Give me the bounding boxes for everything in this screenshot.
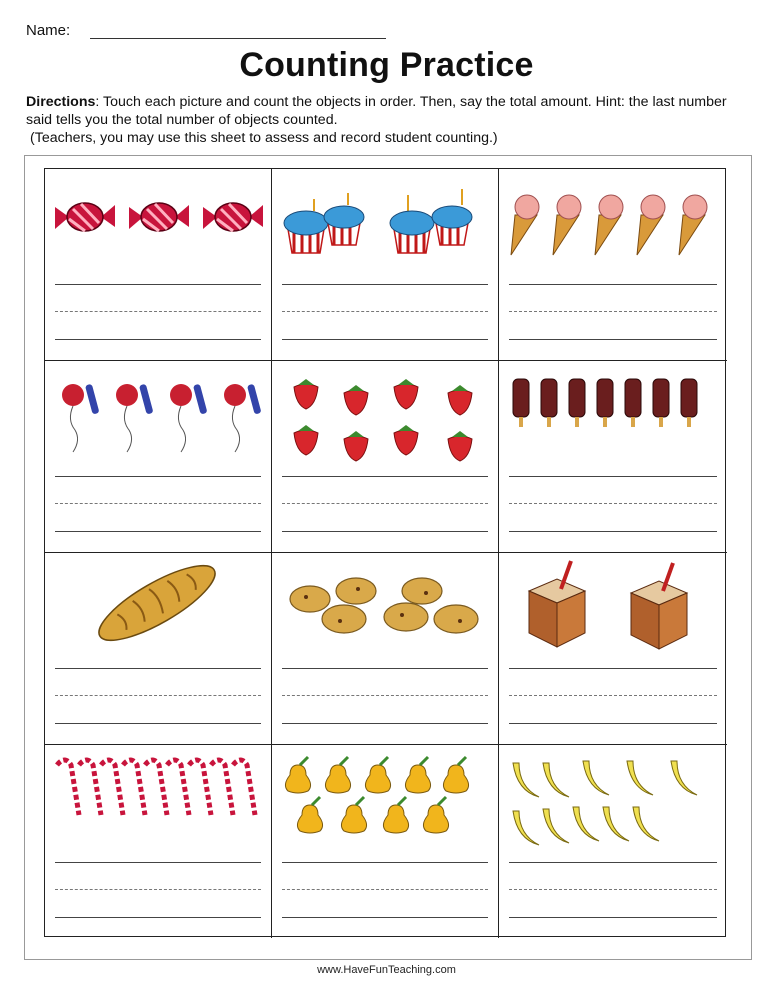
cupcake-icon <box>432 189 472 245</box>
banana-icon <box>513 811 539 845</box>
cookie-icon <box>322 605 366 633</box>
answer-lines[interactable] <box>509 862 717 924</box>
ice-cream-icon <box>595 195 623 255</box>
pear-icon <box>285 757 310 793</box>
candy-pictures <box>49 177 268 277</box>
chocolate-milk-icon <box>631 563 687 649</box>
chocolate-milk-pictures <box>503 561 722 661</box>
cell-cookie <box>272 553 499 745</box>
candy-icon <box>203 203 263 231</box>
cell-candy <box>45 169 272 361</box>
pear-icon <box>443 757 468 793</box>
cell-chocolate-milk <box>499 553 727 745</box>
strawberry-icon <box>448 385 472 415</box>
strawberry-icon <box>344 385 368 415</box>
cell-cupcake <box>272 169 499 361</box>
strawberry-icon <box>394 425 418 455</box>
banana-icon <box>543 763 569 797</box>
pear-icon <box>365 757 390 793</box>
pear-icon <box>297 797 322 833</box>
candy-cane-icon <box>233 760 255 815</box>
banana-icon <box>627 761 653 795</box>
footer-url: www.HaveFunTeaching.com <box>317 964 456 976</box>
cell-strawberry <box>272 361 499 553</box>
bread-pictures <box>49 561 268 661</box>
cookie-icon <box>434 605 478 633</box>
popsicle-icon <box>597 379 613 427</box>
candy-cane-pictures <box>49 753 268 853</box>
answer-lines[interactable] <box>509 284 717 346</box>
banana-icon <box>603 807 629 841</box>
cupcake-icon <box>324 193 364 245</box>
balloon-icon <box>170 384 207 452</box>
balloon-icon <box>224 384 261 452</box>
banana-pictures <box>503 753 722 853</box>
answer-lines[interactable] <box>509 476 717 538</box>
pear-icon <box>423 797 448 833</box>
candy-cane-icon <box>123 760 145 815</box>
cell-banana <box>499 745 727 938</box>
cell-pear <box>272 745 499 938</box>
cookie-icon <box>290 586 330 612</box>
cell-popsicle <box>499 361 727 553</box>
pear-icon <box>341 797 366 833</box>
popsicle-icon <box>541 379 557 427</box>
chocolate-milk-icon <box>529 561 585 647</box>
banana-icon <box>513 763 539 797</box>
popsicle-pictures <box>503 369 722 469</box>
balloon-icon <box>62 384 99 452</box>
counting-grid <box>44 168 726 937</box>
cupcake-icon <box>390 195 434 253</box>
banana-icon <box>583 761 609 795</box>
cupcake-pictures <box>276 177 495 277</box>
ice-cream-icon <box>511 195 539 255</box>
pear-icon <box>405 757 430 793</box>
cookie-pictures <box>276 561 495 661</box>
answer-lines[interactable] <box>282 862 488 924</box>
candy-cane-icon <box>145 760 167 815</box>
cell-balloon <box>45 361 272 553</box>
name-label: Name: <box>26 22 71 39</box>
ice-cream-icon <box>553 195 581 255</box>
candy-cane-icon <box>101 760 123 815</box>
cell-ice-cream <box>499 169 727 361</box>
banana-icon <box>671 761 697 795</box>
answer-lines[interactable] <box>282 476 488 538</box>
answer-lines[interactable] <box>55 284 261 346</box>
balloon-icon <box>116 384 153 452</box>
directions <box>26 93 756 129</box>
popsicle-icon <box>681 379 697 427</box>
page-title: Counting Practice <box>239 46 534 84</box>
cookie-icon <box>384 603 428 631</box>
directions-text: : Touch each picture and count the objects in order. Then, say the total amount. Hint: the last number said tells you the total number of objects counted. <box>26 94 727 128</box>
strawberry-icon <box>448 431 472 461</box>
pear-pictures <box>276 753 495 853</box>
ice-cream-icon <box>679 195 707 255</box>
pear-icon <box>325 757 350 793</box>
answer-lines[interactable] <box>55 668 261 730</box>
strawberry-pictures <box>276 369 495 469</box>
banana-icon <box>573 807 599 841</box>
candy-cane-icon <box>211 760 233 815</box>
directions-label: Directions <box>26 94 96 110</box>
strawberry-icon <box>394 379 418 409</box>
candy-cane-icon <box>189 760 211 815</box>
answer-lines[interactable] <box>509 668 717 730</box>
popsicle-icon <box>513 379 529 427</box>
bread-icon <box>90 553 224 654</box>
cupcake-icon <box>284 199 328 253</box>
candy-cane-icon <box>57 760 79 815</box>
candy-cane-icon <box>79 760 101 815</box>
balloon-pictures <box>49 369 268 469</box>
cookie-icon <box>336 578 376 604</box>
banana-icon <box>633 807 659 841</box>
candy-icon <box>129 203 189 231</box>
popsicle-icon <box>569 379 585 427</box>
answer-lines[interactable] <box>282 284 488 346</box>
teacher-note: (Teachers, you may use this sheet to assess and record student counting.) <box>30 130 498 146</box>
strawberry-icon <box>294 425 318 455</box>
cell-candy-cane <box>45 745 272 938</box>
ice-cream-icon <box>637 195 665 255</box>
strawberry-icon <box>344 431 368 461</box>
answer-lines[interactable] <box>55 476 261 538</box>
candy-cane-icon <box>167 760 189 815</box>
cell-bread <box>45 553 272 745</box>
cookie-icon <box>402 578 442 604</box>
banana-icon <box>543 809 569 843</box>
popsicle-icon <box>625 379 641 427</box>
candy-icon <box>55 203 115 231</box>
strawberry-icon <box>294 379 318 409</box>
answer-lines[interactable] <box>55 862 261 924</box>
name-line[interactable] <box>90 38 386 39</box>
popsicle-icon <box>653 379 669 427</box>
pear-icon <box>383 797 408 833</box>
answer-lines[interactable] <box>282 668 488 730</box>
ice-cream-pictures <box>503 177 722 277</box>
